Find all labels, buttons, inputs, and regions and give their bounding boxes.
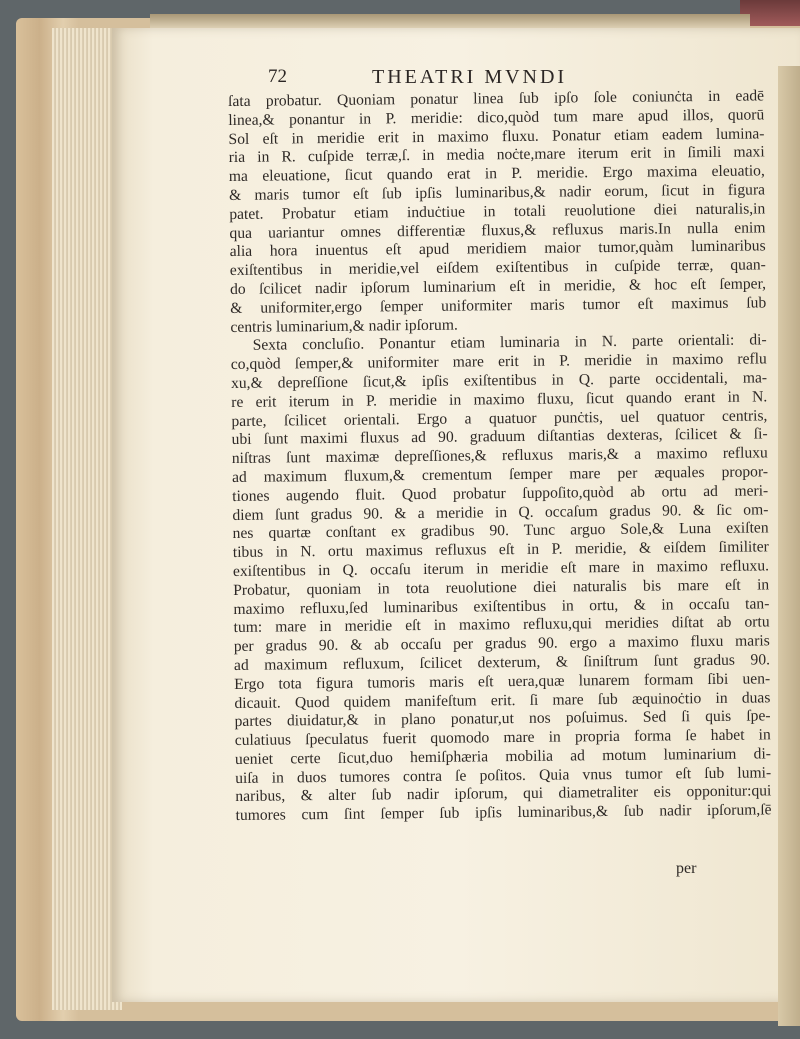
text-line: culatiuus ſpeculatus fuerit quomodo mare in propria forma ſe habet in (234, 726, 771, 750)
catchword: per (676, 860, 697, 877)
text-line: ubi ſunt maximi fluxus ad 90. graduum diſtantias dexteras, ſcilicet & ſi- (231, 425, 768, 449)
text-line: ad maximum fluxum,& crementum ſemper mare per æquales propor- (231, 463, 769, 486)
text-line: co,quòd ſemper,& uniformiter mare erit in P. meridie in maximo reflu (230, 350, 767, 374)
text-line: qua uariantur omnes differentiæ fluxus,& refluxus maris.In nulla enim (229, 218, 766, 242)
text-line: & uniformiter,ergo ſemper uniformiter maris tumor eſt maximus ſub (230, 294, 767, 317)
text-line: diem ſunt gradus 90. & a meridie in Q. occaſum gradus 90. & ſic om- (232, 500, 769, 524)
text-line: niſtras ſunt maximæ depreſſiones,& refluxus maris,& a maximo refluxu (231, 444, 768, 468)
text-line: re erit iterum in P. meridie in maximo fluxu, ſicut quando erant in N. (231, 388, 768, 411)
text-line: exiſtentibus in meridie,vel eiſdem exiſtentibus in cuſpide terræ, quan- (229, 256, 766, 280)
text-line: partes diuidatur,& in plano ponatur,ut nos poſuimus. Sed ſi quis ſpe- (234, 707, 771, 731)
text-line: Sexta concluſio. Ponantur etiam luminaria in N. parte orientali: di- (252, 331, 767, 355)
page-fore-edge (778, 66, 800, 1026)
text-line: ſata probatur. Quoniam ponatur linea ſub ipſo ſole coniunċta in eadē (228, 87, 765, 110)
text-line: naribus, & alter ſub nadir ipſorum, qui diametraliter eis opponitur:qui (235, 782, 772, 806)
running-head: THEATRI MVNDI (372, 66, 568, 88)
text-line: Ergo tota figura tumoris maris eſt uera,quæ lunarem formam ſibi uen- (234, 670, 771, 693)
text-line: linea,& ponantur in P. meridie: dico,quòd tum mare apud illos, quorū (228, 106, 765, 129)
text-line: maximo refluxu,ſed luminaribus exiſtentibus in ortu, & in occaſu tan- (233, 594, 770, 618)
text-line: tumores cum ſint ſemper ſub ipſis luminaribus,& ſub nadir ipſorum,ſē (235, 801, 772, 825)
body-text (228, 87, 772, 826)
text-line: tum: mare in meridie eſt in maximo refluxu,qui meridies diſtat ab ortu (233, 613, 770, 637)
text-line: & maris tumor eſt ſub ipſis luminaribus,& nadir eorum, ſicut in figura (228, 181, 766, 204)
text-line: exiſtentibus in Q. occaſu iterum in meridie eſt mare in maximo refluxu. (232, 557, 770, 580)
text-line: uiſa in duos tumores contra ſe poſitos. Quia vnus tumor eſt ſub lumi- (235, 764, 772, 787)
text-line: Sol eſt in meridie erit in maximo fluxu. Ponatur etiam eadem lumina- (228, 124, 765, 148)
text-line: ad maximum refluxum, ſcilicet dexterum, & ſiniſtrum ſunt gradus 90. (233, 651, 771, 674)
text-line: patet. Probatur etiam induċtiue in totali reuolutione diei naturalis,in (229, 200, 766, 223)
text-line: centris luminarium,& nadir ipſorum. (230, 316, 458, 336)
page-number: 72 (268, 66, 287, 87)
text-line: tiones augendo fluit. Quod probatur ſuppoſito,quòd ab ortu ad meri- (232, 482, 769, 505)
text-line: xu,& depreſſione ſicut,& ipſis exiſtentibus in Q. parte occidentali, ma- (230, 369, 768, 392)
text-line: ueniet certe ſicut,duo hemiſphæria mobilia ad motum luminarium di- (234, 745, 772, 768)
text-line: ria in R. cuſpide terræ,ſ. in media noċte,mare iterum erit in ſimili maxi (228, 143, 765, 167)
text-line: alia hora inuentus eſt apud meridiem maior tumor,quàm luminaribus (229, 237, 766, 261)
text-line: Probatur, quoniam in tota reuolutione diei naturalis bis mare eſt in (233, 576, 770, 599)
text-line: nes quartæ conſtant ex gradibus 90. Tunc arguo Sole,& Luna exiſten (232, 519, 769, 543)
text-line: tibus in N. ortu maximus refluxus eſt in P. meridie, & eiſdem ſimiliter (232, 538, 769, 562)
text-line: per gradus 90. & ab occaſu per gradus 90. ergo a maximo fluxu maris (233, 632, 770, 656)
text-line: do ſcilicet nadir ipſorum luminarium eſt in meridie, & hoc eſt ſemper, (229, 275, 767, 298)
text-line: dicauit. Quod quidem manifeſtum erit. ſi mare ſub æquinoċtio in duas (234, 688, 771, 712)
text-line: parte, ſcilicet orientali. Ergo a quatuor punċtis, uel quatuor centris, (231, 406, 768, 430)
text-line: ma eleuatione, ſicut quando erat in P. meridie. Ergo maxima eleuatio, (228, 162, 765, 186)
